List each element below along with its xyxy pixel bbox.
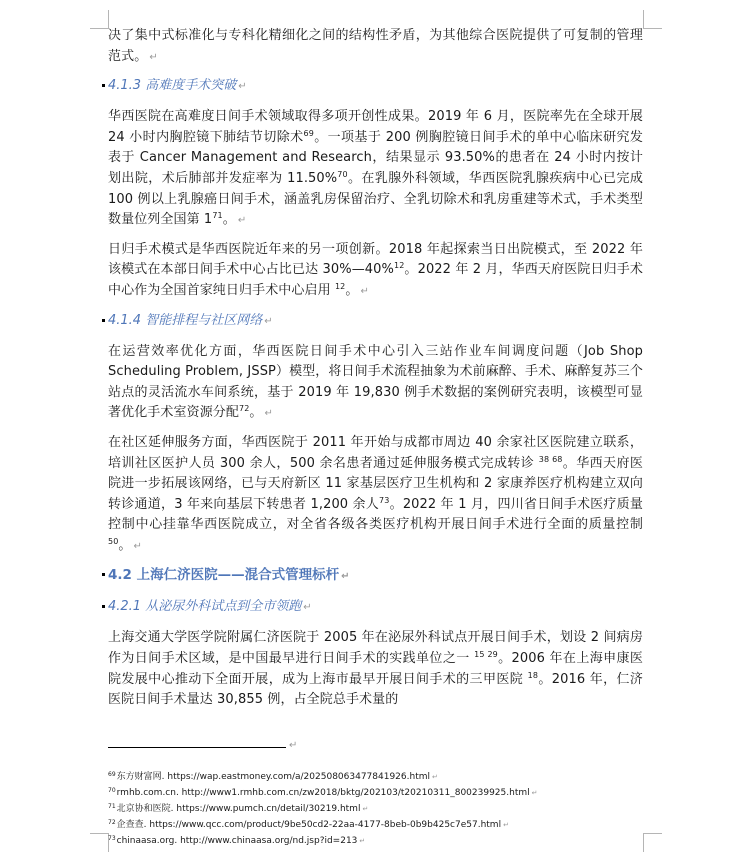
paragraph-continuation[interactable]: 决了集中式标准化与专科化精细化之间的结构性矛盾，为其他综合医院提供了可复制的管理范式。 ↵ [108,28,643,64]
footnote-ref[interactable]: 70 [337,169,348,179]
paragraph-mark: ↵ [264,408,273,420]
paragraph-mark: ↵ [503,821,509,829]
paragraph-mark: ↵ [359,837,366,845]
paragraph-mark: ↵ [360,285,369,297]
footnote-ref[interactable]: 69 [303,128,314,138]
page-corner-top-right [643,10,662,29]
footnote-72[interactable]: $^{72}$企查查. https://www.qcc.com/product/9be50cd2-22aa-4177-8beb-0b9b425c7e57.html ↵ [108,819,509,830]
paragraph-mark: ↵ [531,789,538,797]
heading-bullet [102,319,105,322]
paragraph-mark: ↵ [432,773,438,781]
footnote-69[interactable]: $^{69}$东方财富网. https://wap.eastmoney.com/a/202508063477841926.html ↵ [108,771,438,782]
footnote-separator [108,747,286,748]
document-body[interactable] [108,26,643,719]
footnote-ref[interactable]: 50 [108,536,119,546]
paragraph-mark: ↵ [237,215,247,227]
paragraph-surgery-breakthrough[interactable]: 华西医院在高难度日间手术领域取得多项开创性成果。2019 年 6 月，医院率先在全球开展 24 小时内胸腔镜下肺结节切除术$^{69}$。一项基于 200 例胸腔镜日间手术的单中心临床研究发表于 Cancer Management and Research，结果显示 93.50%的患者在 24 小时内按计划出院，术后肺部并发症率为 11.50%$^{70}$。在乳腺外科领域，华西医院乳腺疾病中心已完成 100 例以上乳腺癌日间手术，涵盖乳房保留治疗、全乳切除术和乳房重建等术式，手术类型数量位列全国第 $1^{71}$。 ↵ [108,109,644,228]
footnote-ref[interactable]: 71 [212,211,223,221]
footnote-ref[interactable]: 18 [527,670,539,680]
paragraph-scheduling[interactable]: 在运营效率优化方面，华西医院日间手术中心引入三站作业车间调度问题（Job Shop Scheduling Problem, JSSP）模型，将日间手术流程抽象为术前麻醉、手术、麻醉复苏三个站点的灵活流水车间系统，基于 2019 年 19,830 例手术数据的案例研究表明，该模型可显著优化手术室资源分配$^{72}$。 ↵ [108,343,643,421]
heading-4-1-4[interactable]: 4.1.4 智能排程与社区网络 ↵ [108,311,643,332]
paragraph-mark: ↵ [289,740,298,751]
paragraph-mark: ↵ [341,571,350,583]
footnote-ref[interactable]: 12 [394,261,405,271]
paragraph-same-day-surgery[interactable]: 日归手术模式是华西医院近年来的另一项创新。2018 年起探索当日出院模式，至 2022 年该模式在本部日间手术中心占比已达 30%—40%$^{12}$。2022 年 2 月，华西天府医院日归手术中心作为全国首家纯日归手术中心启用 $^{12}$。 ↵ [108,241,644,298]
paragraph-mark: ↵ [149,51,158,63]
footnote-ref[interactable]: 12 [334,281,346,291]
paragraph-mark: ↵ [264,315,273,327]
page-corner-bottom-left [90,833,109,852]
page-corner-top-left [90,10,109,29]
footnote-ref[interactable]: 15 29 [474,650,498,660]
footnote-ref[interactable]: 73 [379,495,390,505]
heading-bullet [102,573,105,576]
heading-4-1-3[interactable]: 4.1.3 高难度手术突破 ↵ [108,76,643,97]
paragraph-mark: ↵ [362,805,369,813]
paragraph-mark: ↵ [238,81,247,93]
paragraph-renji-history[interactable]: 上海交通大学医学院附属仁济医院于 2005 年在泌尿外科试点开展日间手术，划设 2 间病房作为日间手术区域，是中国最早进行日间手术的实践单位之一 $^{15 29}$。2006 年在上海申康医院发展中心推动下全面开展，成为上海市最早开展日间手术的三甲医院 $^{18}$。2016 年，仁济医院日间手术量达 30,855 例，占全院总手术量的 [108,630,643,708]
paragraph-mark: ↵ [133,540,142,552]
paragraph-community-network[interactable]: 在社区延伸服务方面，华西医院于 2011 年开始与成都市周边 40 余家社区医院建立联系，培训社区医护人员 300 余人，500 余名患者通过延伸服务模式完成转诊 $^{38 68}$。华西天府医院进一步拓展该网络，已与天府新区 11 家基层医疗卫生机构和 2 家康养医疗机构建立双向转诊通道，3 年来向基层下转患者 1,200 余人$^{73}$。2022 年 1 月，四川省日间手术医疗质量控制中心挂靠华西医院成立，对全省各级各类医疗机构开展日间手术进行全面的质量控制 $^{50}$。 ↵ [108,434,643,553]
footnote-ref[interactable]: 72 [239,404,250,414]
paragraph-mark: ↵ [303,602,312,614]
footnote-70[interactable]: $^{70}$rmhb.com.cn. http://www1.rmhb.com.cn/zw2018/bktg/202103/t20210311_800239925.html ↵ [108,787,538,798]
heading-bullet [102,605,105,608]
footnotes-area[interactable] [108,768,648,848]
heading-4-2[interactable]: 4.2 上海仁济医院——混合式管理标杆 ↵ [108,565,643,587]
footnote-ref[interactable]: 38 68 [538,454,563,464]
footnote-73[interactable]: $^{73}$chinaasa.org. http://www.chinaasa.org/nd.jsp?id=213 ↵ [108,835,366,846]
footnote-71[interactable]: $^{71}$北京协和医院. https://www.pumch.cn/detail/30219.html ↵ [108,803,369,814]
heading-bullet [102,84,105,87]
heading-4-2-1[interactable]: 4.2.1 从泌尿外科试点到全市领跑 ↵ [108,597,643,618]
